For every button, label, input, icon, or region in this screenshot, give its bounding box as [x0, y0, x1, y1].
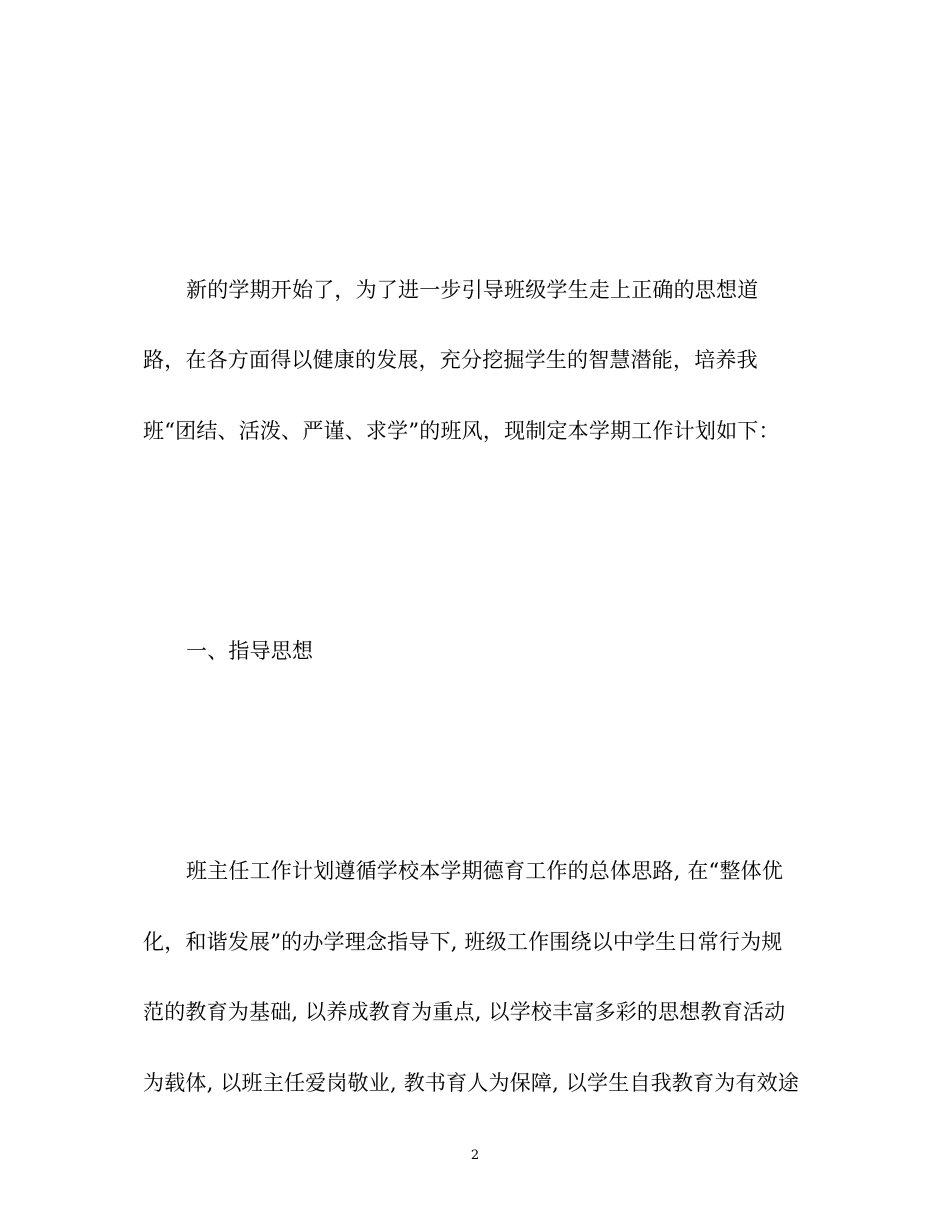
paragraph-2-line-2: 化，和谐发展”的办学理念指导下, 班级工作围绕以中学生日常行为规: [143, 930, 783, 954]
page-number: 2: [470, 1148, 480, 1163]
section-heading-guiding-ideology: 一、指导思想: [186, 639, 314, 663]
paragraph-2-line-3: 范的教育为基础, 以养成教育为重点, 以学校丰富多彩的思想教育活动: [143, 1000, 786, 1024]
paragraph-1-line-1: 新的学期开始了，为了进一步引导班级学生走上正确的思想道: [186, 278, 759, 302]
paragraph-1-line-2: 路，在各方面得以健康的发展，充分挖掘学生的智慧潜能，培养我: [143, 348, 758, 372]
paragraph-1-line-3: 班“团结、活泼、严谨、求学”的班风，现制定本学期工作计划如下：: [143, 419, 780, 443]
paragraph-2-line-1: 班主任工作计划遵循学校本学期德育工作的总体思路, 在“整体优: [186, 859, 784, 883]
paragraph-2-line-4: 为载体, 以班主任爱岗敬业, 教书育人为保障, 以学生自我教育为有效途: [143, 1071, 800, 1095]
